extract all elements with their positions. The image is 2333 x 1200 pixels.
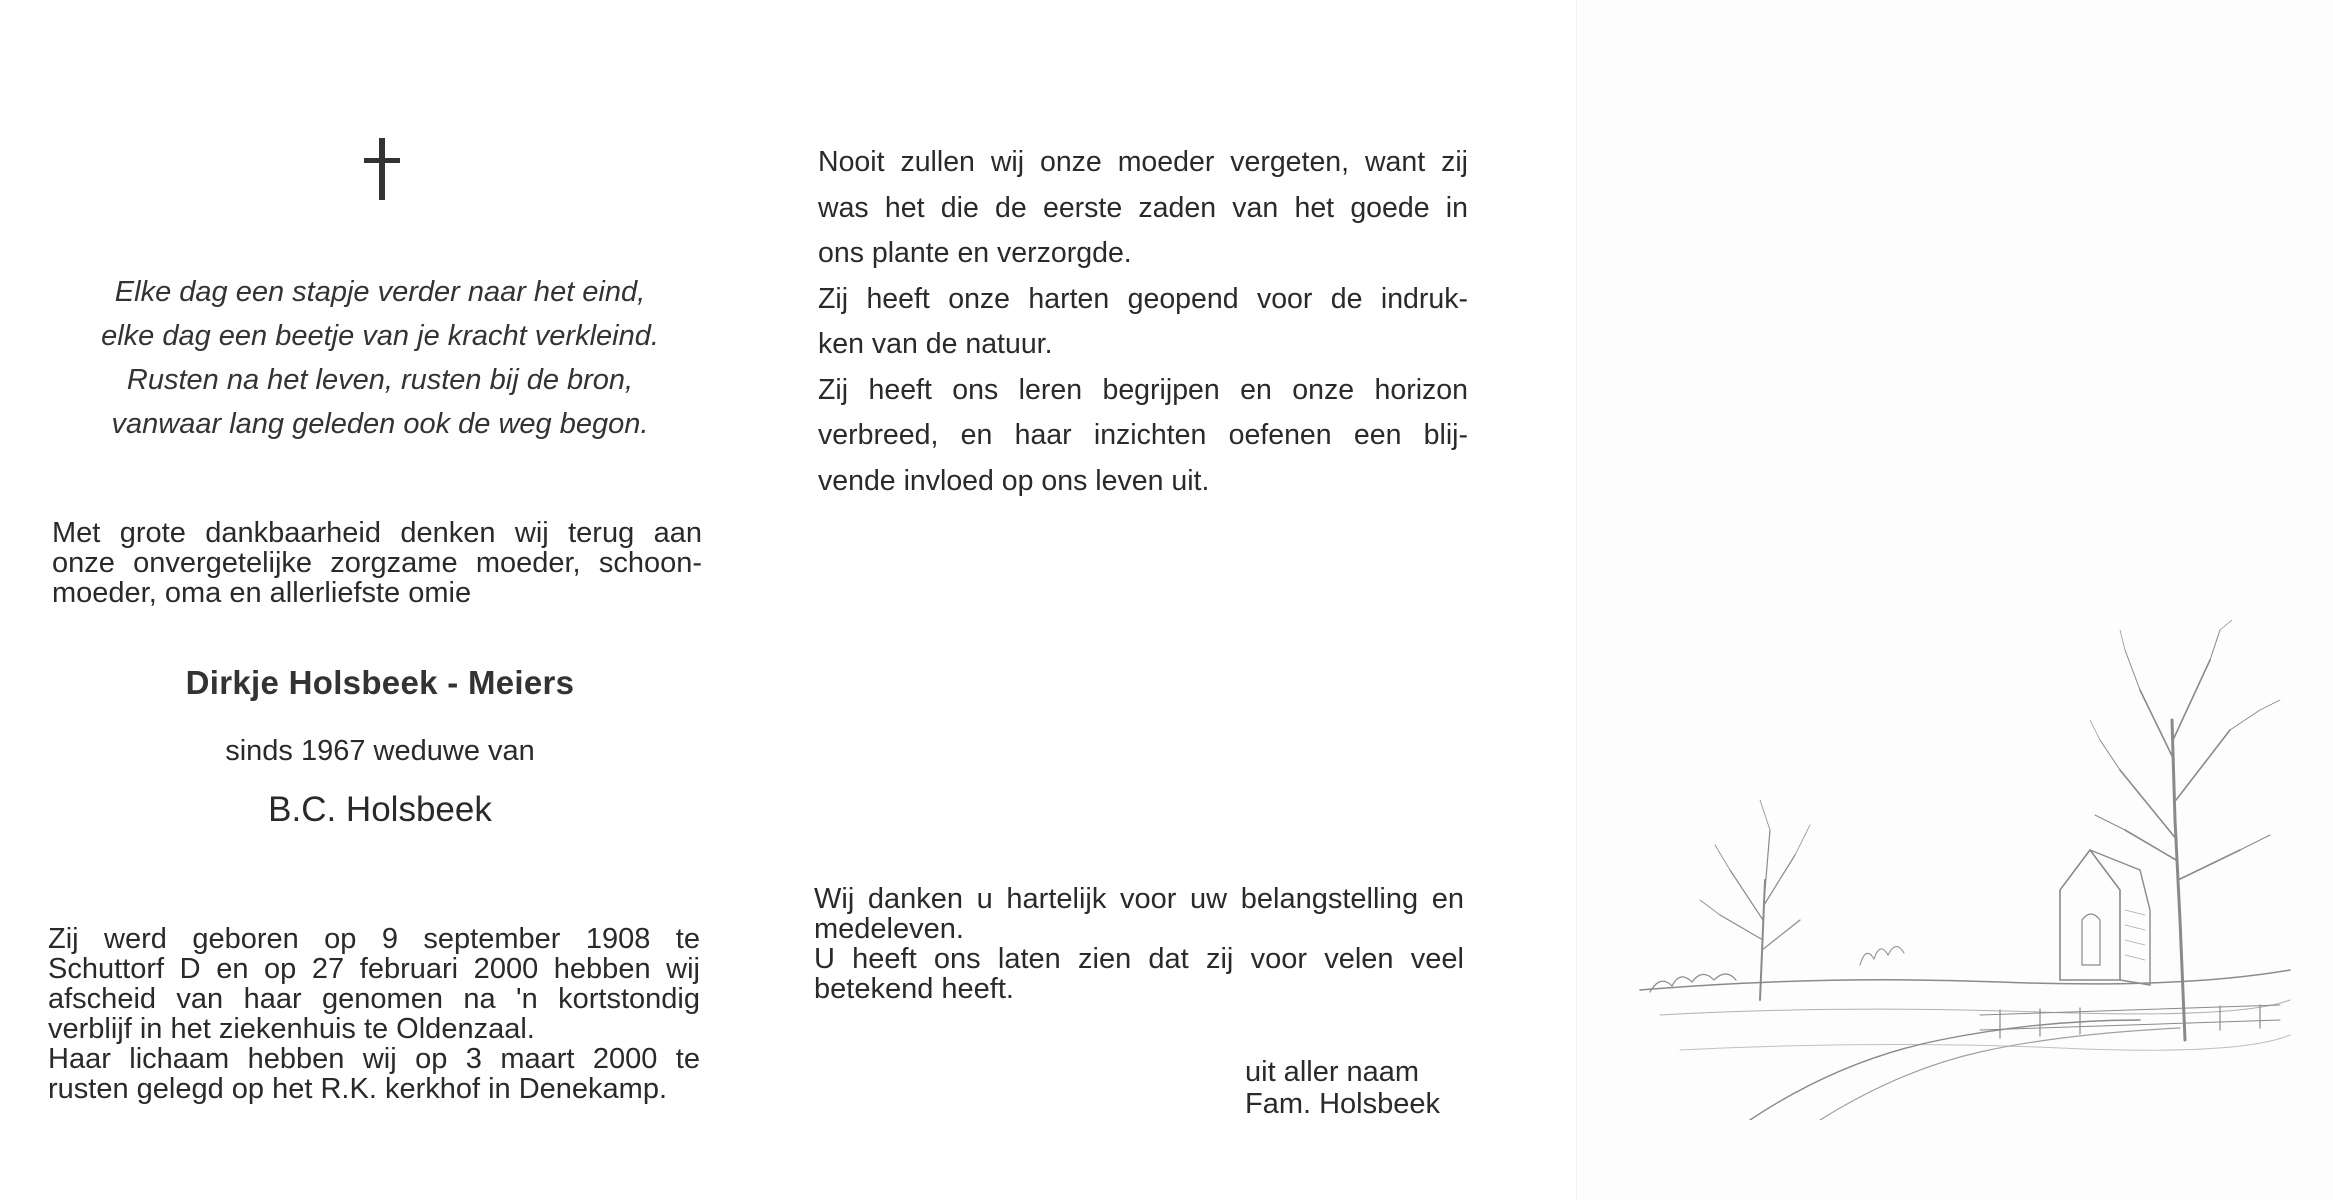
left-panel — [0, 0, 780, 1200]
text-line: afscheid van haar genomen na 'n kortstondig — [48, 983, 700, 1015]
text-line: betekend heeft. — [814, 973, 1014, 1005]
latin-cross-icon — [364, 138, 400, 200]
thanks-text — [814, 884, 1464, 1004]
landscape-sketch-illustration — [1620, 620, 2300, 1120]
text-line: U heeft ons laten zien dat zij voor velen veel — [814, 943, 1464, 975]
text-line: rusten gelegd op het R.K. kerkhof in Denekamp. — [48, 1073, 668, 1105]
widow-since-line: sinds 1967 weduwe van — [225, 735, 535, 767]
signature-line: Fam. Holsbeek — [1245, 1088, 1441, 1120]
text-line: onze onvergetelijke zorgzame moeder, schoon- — [52, 547, 702, 579]
text-line: moeder, oma en allerliefste omie — [52, 577, 472, 609]
poem-line: Elke dag een stapje verder naar het eind, — [114, 276, 646, 308]
text-line: was het die de eerste zaden van het goede in — [818, 191, 1468, 224]
text-line: Zij werd geboren op 9 september 1908 te — [48, 923, 700, 955]
text-line: ons plante en verzorgde. — [818, 237, 1132, 269]
memorial-poem — [60, 270, 700, 446]
text-line: Zij heeft onze harten geopend voor de indruk- — [818, 282, 1468, 315]
poem-line: elke dag een beetje van je kracht verkleind. — [101, 320, 659, 352]
text-line: Schuttorf D en op 27 februari 2000 hebben wij — [48, 953, 700, 985]
text-line: Met grote dankbaarheid denken wij terug aan — [52, 517, 702, 549]
text-line: ken van de natuur. — [818, 328, 1053, 360]
life-details — [48, 924, 700, 1104]
text-line: vende invloed op ons leven uit. — [818, 464, 1210, 497]
deceased-name: Dirkje Holsbeek - Meiers — [185, 664, 575, 701]
remembrance-text — [818, 140, 1468, 504]
text-line: verblijf in het ziekenhuis te Oldenzaal. — [48, 1013, 535, 1045]
family-signature — [1245, 1056, 1440, 1120]
text-line: Nooit zullen wij onze moeder vergeten, want zij — [818, 146, 1468, 178]
poem-line: Rusten na het leven, rusten bij de bron, — [126, 364, 634, 396]
text-line: verbreed, en haar inzichten oefenen een blij- — [818, 419, 1468, 451]
spouse-name: B.C. Holsbeek — [268, 790, 492, 829]
gratitude-intro — [52, 518, 702, 608]
poem-line: vanwaar lang geleden ook de weg begon. — [111, 408, 649, 440]
text-line: medeleven. — [814, 913, 964, 945]
text-line: Zij heeft ons leren begrijpen en onze horizon — [818, 373, 1468, 406]
signature-line: uit aller naam — [1245, 1056, 1420, 1088]
text-line: Wij danken u hartelijk voor uw belangstelling en — [814, 883, 1464, 915]
text-line: Haar lichaam hebben wij op 3 maart 2000 te — [48, 1043, 700, 1075]
